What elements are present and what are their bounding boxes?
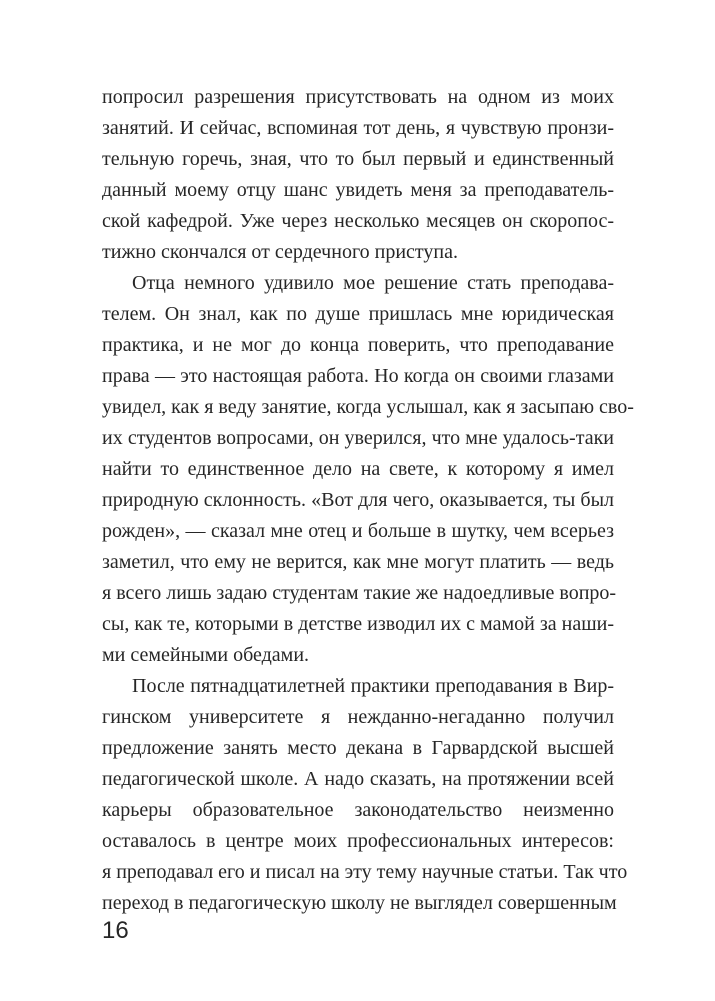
- text-line: предложение занять место декана в Гарвардской высшей: [102, 737, 614, 759]
- text-line: гинском университете я нежданно-негаданно получил: [102, 706, 614, 728]
- text-line: переход в педагогическую школу не выглядел совершенным: [102, 892, 617, 914]
- text-line: данный моему отцу шанс увидеть меня за преподаватель-: [102, 179, 614, 201]
- text-line: я преподавал его и писал на эту тему научные статьи. Так что: [102, 861, 628, 883]
- text-line: сы, как те, которыми в детстве изводил их с мамой за наши-: [102, 613, 614, 635]
- text-line: рожден», — сказал мне отец и больше в шутку, чем всерьез: [102, 520, 614, 542]
- text-line: тельную горечь, зная, что то был первый и единственный: [102, 148, 614, 170]
- text-line: права — это настоящая работа. Но когда он своими глазами: [102, 365, 614, 387]
- paragraph-start-line: Отца немного удивило мое решение стать преподава-: [132, 272, 614, 294]
- paragraph-start-line: После пятнадцатилетней практики преподавания в Вир-: [132, 675, 614, 697]
- text-line: карьеры образовательное законодательство неизменно: [102, 799, 614, 821]
- text-line: занятий. И сейчас, вспоминая тот день, я чувствую пронзи-: [102, 117, 614, 139]
- text-line: ми семейными обедами.: [102, 644, 310, 666]
- text-line: заметил, что ему не верится, как мне могут платить — ведь: [102, 551, 614, 573]
- text-line: тижно скончался от сердечного приступа.: [102, 241, 458, 263]
- page-number: 16: [102, 917, 129, 944]
- text-line: увидел, как я веду занятие, когда услышал, как я засыпаю сво-: [102, 396, 634, 418]
- text-line: педагогической школе. А надо сказать, на протяжении всей: [102, 768, 614, 790]
- text-line: попросил разрешения присутствовать на одном из моих: [102, 86, 614, 108]
- text-line: я всего лишь задаю студентам такие же надоедливые вопро-: [102, 582, 617, 604]
- text-line: их студентов вопросами, он уверился, что мне удалось-таки: [102, 427, 614, 449]
- text-line: найти то единственное дело на свете, к которому я имел: [102, 458, 614, 480]
- text-line: природную склонность. «Вот для чего, оказывается, ты был: [102, 489, 614, 511]
- text-line: практика, и не мог до конца поверить, что преподавание: [102, 334, 614, 356]
- text-line: телем. Он знал, как по душе пришлась мне юридическая: [102, 303, 614, 325]
- text-line: оставалось в центре моих профессиональных интересов:: [102, 830, 614, 852]
- text-line: ской кафедрой. Уже через несколько месяцев он скоропос-: [102, 210, 614, 232]
